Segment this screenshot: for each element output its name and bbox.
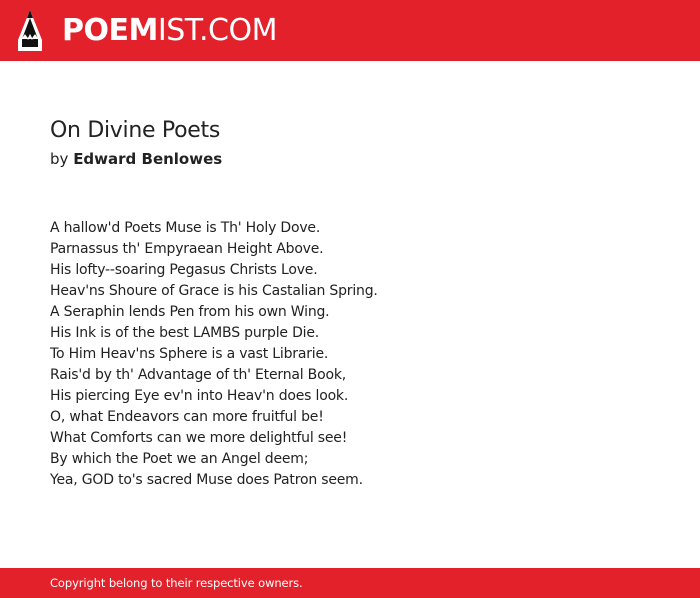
poem-content [50,116,670,491]
logo-text-light: IST.COM [157,13,277,48]
poem-line: A Seraphin lends Pen from his own Wing. [50,304,330,320]
poem-body [50,218,670,491]
poem-line: Yea, GOD to's sacred Muse does Patron seem. [50,472,363,488]
poem-line: His Ink is of the best LAMBS purple Die. [50,325,320,341]
poem-line: Parnassus th' Empyraean Height Above. [50,241,324,257]
poem-line: Heav'ns Shoure of Grace is his Castalian Spring. [50,283,378,299]
poem-line: His piercing Eye ev'n into Heav'n does look. [50,388,349,404]
site-logo[interactable] [62,12,277,50]
poem-line: What Comforts can we more delightful see! [50,430,348,446]
logo-text-bold: POEM [62,13,158,48]
site-footer [0,568,700,598]
author-name[interactable]: Edward Benlowes [73,150,223,168]
poem-line: To Him Heav'ns Sphere is a vast Librarie. [50,346,329,362]
poem-line: Rais'd by th' Advantage of th' Eternal Book, [50,367,346,383]
by-label: by [50,150,69,168]
poem-line: O, what Endeavors can more fruitful be! [50,409,324,425]
poem-line: By which the Poet we an Angel deem; [50,451,309,467]
pen-nib-icon[interactable] [18,10,42,51]
poem-line: A hallow'd Poets Muse is Th' Holy Dove. [50,220,321,236]
poem-title: On Divine Poets [50,118,220,143]
poem-line: His lofty--soaring Pegasus Christs Love. [50,262,318,278]
copyright-text: Copyright belong to their respective owners. [50,576,303,590]
site-header [0,0,700,61]
poem-byline [50,148,670,170]
